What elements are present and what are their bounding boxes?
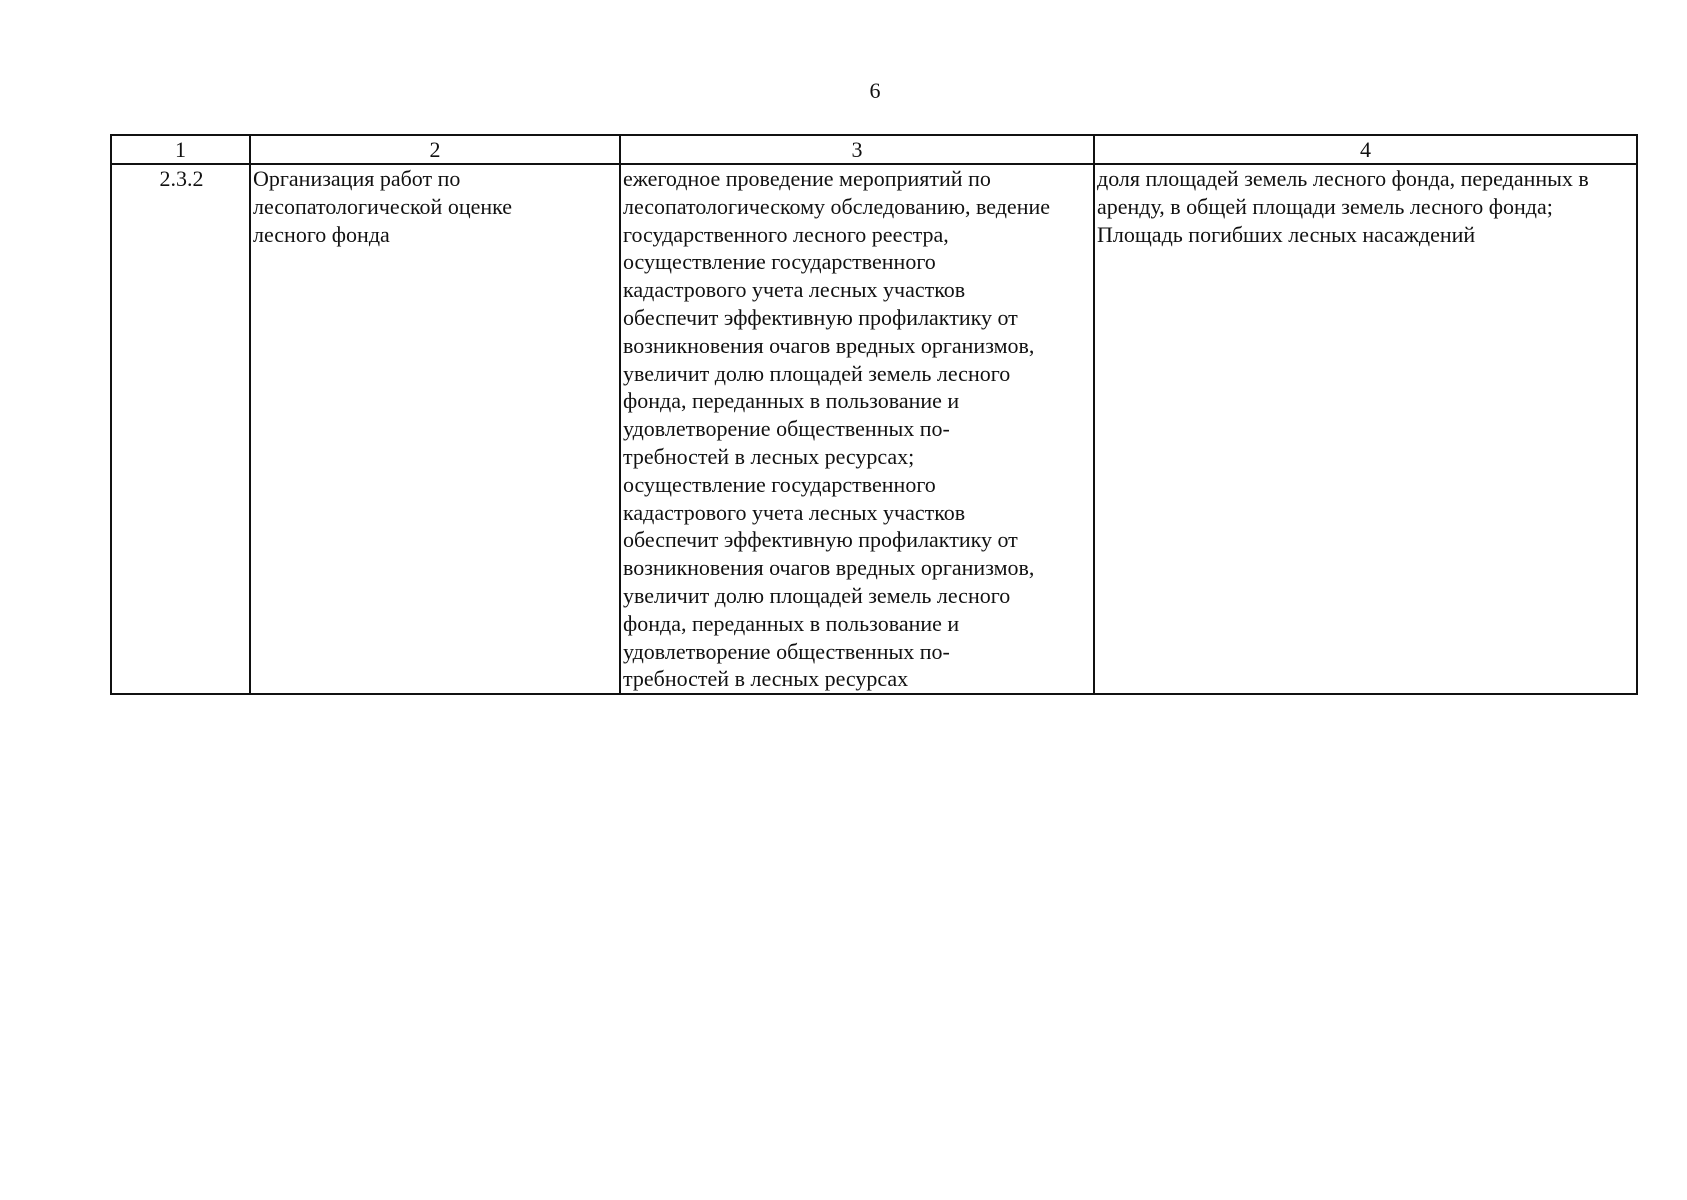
column-header: 2 [250,135,620,164]
column-header: 3 [620,135,1094,164]
item-number-cell: 2.3.2 [111,164,250,694]
page-number: 6 [869,78,881,103]
indicators-cell: доля площадей земель лесного фонда, переданных в аренду, в общей площади земель лесного фонда; Площадь погибших лесных насаждений [1094,164,1637,694]
column-header: 4 [1094,135,1637,164]
data-table [110,134,1638,695]
expected-results-cell: ежегодное проведение мероприятий по лесопатологическому обследованию, ведение государственного лесного реестра, осуществление государственного кадастрового учета лесных участков обеспечит эффективную профилактику от возникновения очагов вредных организмов, увеличит долю площадей земель лесного фонда, переданных в пользование и удовлетворение общественных по- требностей в лесных ресурсах; осуществление государственного кадастрового учета лесных участков обеспечит эффективную профилактику от возникновения очагов вредных организмов, увеличит долю площадей земель лесного фонда, переданных в пользование и удовлетворение общественных по- требностей в лесных ресурсах [620,164,1094,694]
measure-name-cell: Организация работ по лесопатологической оценке лесного фонда [250,164,620,694]
table-header-row [111,135,1637,164]
column-header: 1 [111,135,250,164]
table-row [111,164,1637,694]
